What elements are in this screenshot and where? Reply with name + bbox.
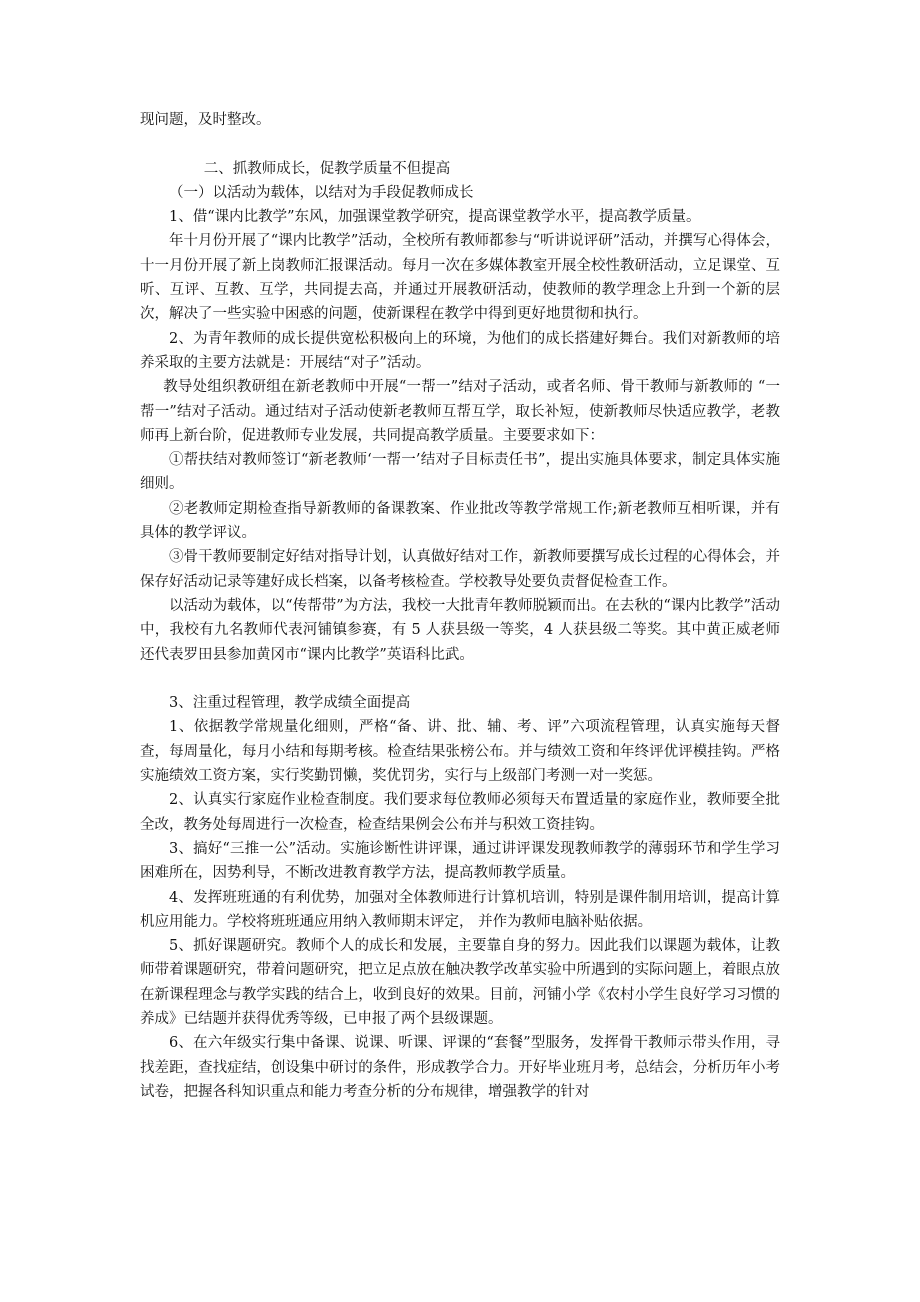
paragraph: 1、借“课内比教学”东风，加强课堂教学研究，提高课堂教学水平，提高教学质量。 (169, 209, 701, 226)
paragraph: 3、搞好“三推一公”活动。实施诊断性讲评课，通过讲评课发现教师教学的薄弱环节和学生学习困难所在，因势利导，不断改进教育教学方法，提高教师教学质量。 (140, 840, 780, 882)
list-item: ②老教师定期检查指导新教师的备课教案、作业批改等教学常规工作;新老教师互相听课，并有具体的教学评议。 (140, 500, 780, 542)
paragraph: 教导处组织教研组在新老教师中开展“一帮一”结对子活动，或者名师、骨干教师与新教师的 “一帮一”结对子活动。通过结对子活动使新老教师互帮互学，取长补短，使新教师尽快适应教学，老教师再上新台阶，促进教师专业发展，共同提高教学质量。主要要求如下： (140, 379, 780, 444)
paragraph: 1、依据教学常规量化细则，严格“备、讲、批、辅、考、评”六项流程管理，认真实施每天督查，每周量化，每月小结和每期考核。检查结果张榜公布。并与绩效工资和年终评优评模挂钩。严格实施绩效工资方案，实行奖勤罚懒，奖优罚劣，实行与上级部门考测一对一奖惩。 (140, 719, 780, 785)
paragraph: 2、为青年教师的成长提供宽松积极向上的环境，为他们的成长搭建好舞台。我们对新教师的培养采取的主要方法就是：开展结“对子”活动。 (140, 330, 780, 371)
paragraph: 现问题，及时整改。 (140, 112, 271, 128)
paragraph: 5、抓好课题研究。教师个人的成长和发展，主要靠自身的努力。因此我们以课题为载体，让教师带着课题研究，带着问题研究，把立足点放在触决教学改革实验中所遇到的实际问题上，着眼点放在新课程理念与教学实践的结合上，收到良好的效果。目前，河铺小学《农村小学生良好学习习惯的养成》已结题并获得优秀等级，已申报了两个县级课题。 (140, 938, 780, 1027)
paragraph: 以活动为载体，以“传帮带”为方法，我校一大批青年教师脱颖而出。在去秋的“课内比教学”活动中，我校有九名教师代表河铺镇参赛，有 5 人获县级一等奖，4 人获县级二等奖。其中黄正威老师还代表罗田县参加黄冈市“课内比教学”英语科比武。 (140, 597, 780, 663)
paragraph: 6、在六年级实行集中备课、说课、听课、评课的“套餐”型服务，发挥骨干教师示带头作用，寻找差距，查找症结，创设集中研讨的条件，形成教学合力。开好毕业班月考，总结会，分析历年小考试卷，把握各科知识重点和能力考查分析的分布规律，增强教学的针对 (140, 1035, 780, 1100)
spacer (140, 667, 780, 691)
paragraph: 4、发挥班班通的有利优势，加强对全体教师进行计算机培训，特别是课件制用培训，提高计算机应用能力。学校将班班通应用纳入教师期末评定， 并作为教师电脑补贴依据。 (140, 889, 780, 930)
paragraph: 2、认真实行家庭作业检查制度。我们要求每位教师必须每天布置适量的家庭作业，教师要全批全改，教务处每周进行一次检查，检查结果例会公布并与积效工资挂钩。 (140, 792, 780, 833)
list-item: ①帮扶结对教师签订“新老教师‘一帮一’结对子目标责任书”，提出实施具体要求，制定具体实施细则。 (140, 452, 780, 493)
subsection-heading: 3、注重过程管理，教学成绩全面提高 (169, 695, 411, 712)
spacer (140, 132, 780, 156)
document-page (140, 108, 780, 1104)
list-item: ③骨干教师要制定好结对指导计划，认真做好结对工作，新教师要撰写成长过程的心得体会，并保存好活动记录等建好成长档案，以备考核检查。学校教导处要负责督促检查工作。 (140, 549, 780, 590)
section-heading: 二、抓教师成长，促教学质量不但提高 (203, 160, 451, 177)
paragraph: 年十月份开展了“课内比教学”活动，全校所有教师都参与“听讲说评研”活动，并撰写心得体会，十一月份开展了新上岗教师汇报课活动。每月一次在多媒体教室开展全校性教研活动，立足课堂、互听、互评、互教、互学，共同提去高，并通过开展教研活动，使教师的教学理念上升到一个新的层次，解决了一些实验中困惑的问题，使新课程在教学中得到更好地贯彻和执行。 (140, 233, 780, 323)
subsection-heading: （一）以活动为载体，以结对为手段促教师成长 (169, 184, 474, 201)
